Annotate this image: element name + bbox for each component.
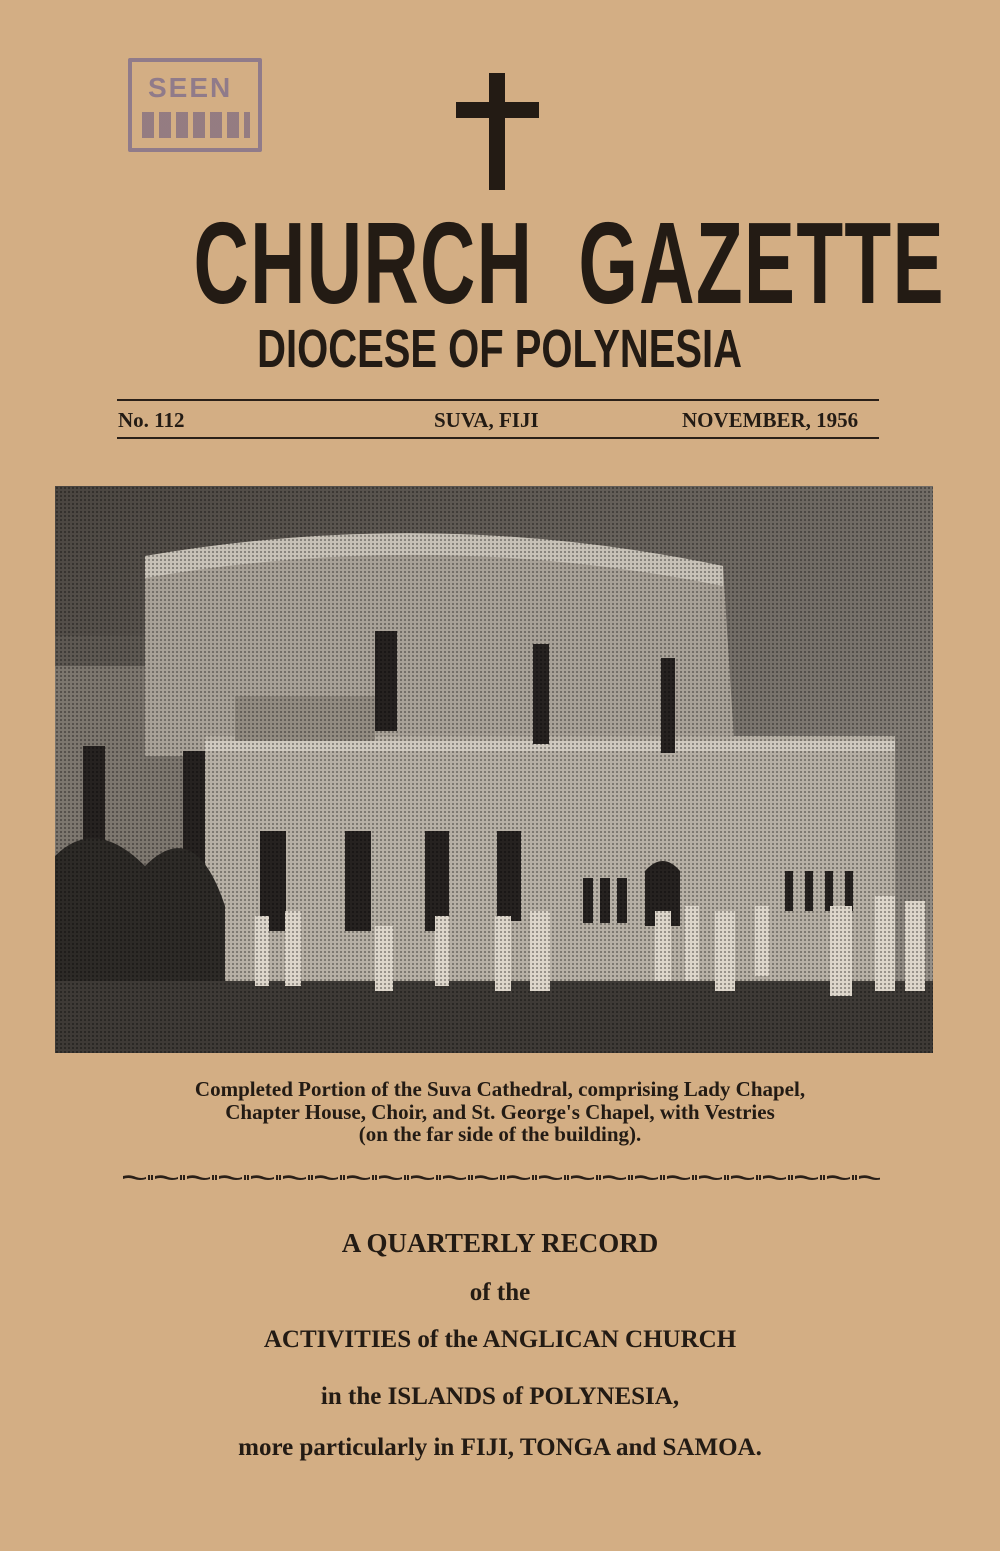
- caption-line: (on the far side of the building).: [358, 1122, 642, 1146]
- record-line: ACTIVITIES of the ANGLICAN CHURCH: [263, 1326, 737, 1353]
- masthead-title: CHURCH GAZETTE: [193, 198, 945, 328]
- cathedral-photo: [55, 486, 933, 1053]
- stamp-word: SEEN: [148, 72, 233, 103]
- bottom-rule: [117, 437, 879, 439]
- issue-place: SUVA, FIJI: [434, 408, 539, 432]
- masthead-subtitle: DIOCESE OF POLYNESIA: [257, 319, 743, 379]
- cross-icon-bar: [456, 102, 539, 118]
- record-heading: A QUARTERLY RECORD: [341, 1228, 659, 1258]
- record-line: of the: [469, 1279, 531, 1306]
- cross-icon: [489, 73, 505, 190]
- photo-caption: [90, 1078, 910, 1146]
- seen-stamp: [128, 58, 262, 152]
- caption-line: Completed Portion of the Suva Cathedral, comprising Lady Chapel,: [194, 1077, 806, 1101]
- masthead-subtitle-wrap: [0, 319, 1000, 379]
- issue-date: NOVEMBER, 1956: [682, 408, 859, 432]
- top-rule: [117, 399, 879, 401]
- record-line: in the ISLANDS of POLYNESIA,: [320, 1383, 680, 1410]
- stamp-date-smudge: [142, 112, 250, 138]
- ornamental-divider: [122, 1173, 880, 1181]
- caption-line: Chapter House, Choir, and St. George's Chapel, with Vestries: [225, 1099, 775, 1124]
- issue-number: No. 112: [118, 408, 185, 432]
- record-line: more particularly in FIJI, TONGA and SAMOA.: [238, 1434, 762, 1461]
- masthead-title-wrap: [0, 198, 1000, 328]
